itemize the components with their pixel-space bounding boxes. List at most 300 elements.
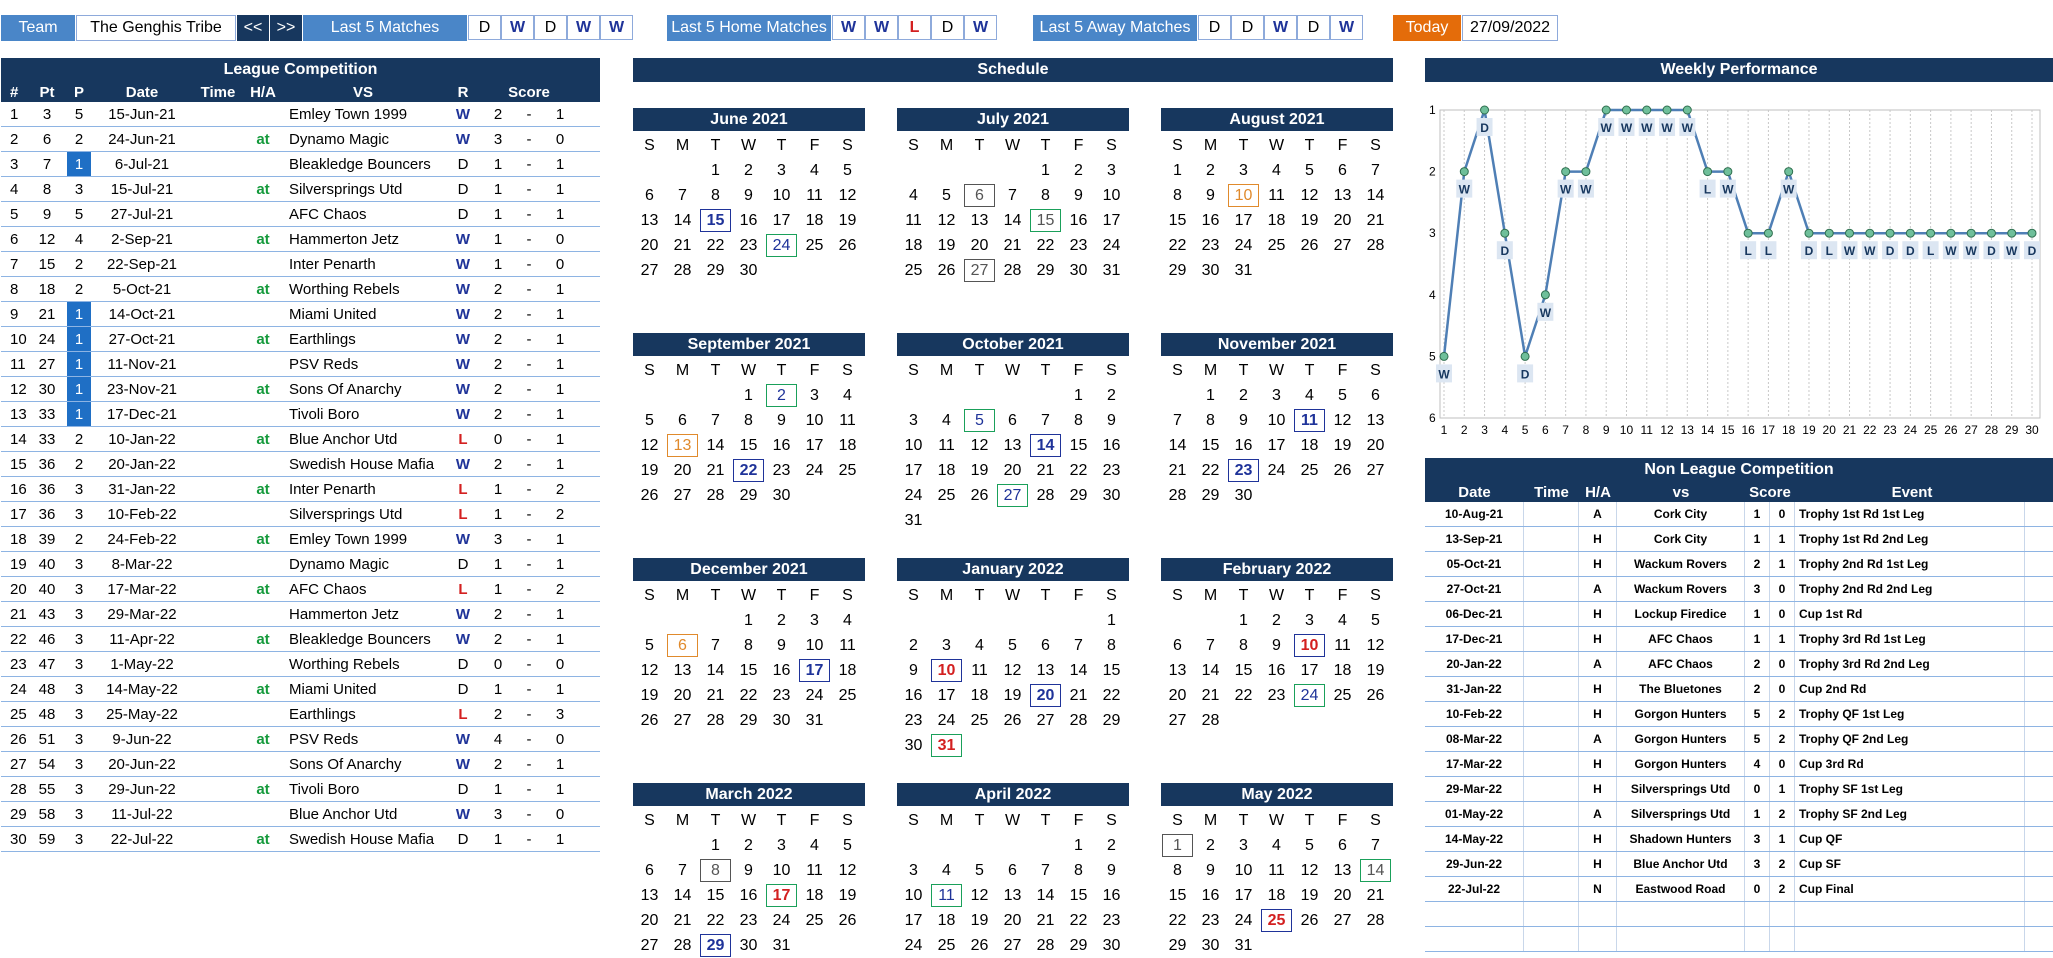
data-point[interactable] (1460, 168, 1468, 176)
calendar-day[interactable]: 30 (1102, 936, 1121, 954)
calendar-day[interactable]: 20 (640, 911, 659, 929)
calendar-day[interactable]: 27 (1333, 911, 1352, 929)
table-row[interactable] (1, 702, 600, 727)
calendar-day[interactable]: 12 (1366, 636, 1385, 654)
calendar-day[interactable]: 7 (1074, 636, 1083, 654)
calendar-day[interactable]: 6 (678, 411, 687, 429)
calendar-day[interactable]: 16 (1102, 436, 1121, 454)
calendar-day[interactable]: 12 (838, 186, 857, 204)
calendar-day[interactable]: 14 (706, 661, 725, 679)
calendar-day[interactable]: 14 (1366, 186, 1385, 204)
calendar-day[interactable]: 13 (1366, 411, 1385, 429)
data-point[interactable] (1663, 106, 1671, 114)
calendar-day[interactable]: 6 (1338, 836, 1347, 854)
calendar-day[interactable]: 10 (904, 886, 923, 904)
table-row[interactable] (1, 602, 600, 627)
calendar-day[interactable]: 26 (970, 936, 989, 954)
calendar-day[interactable]: 12 (1300, 186, 1319, 204)
table-row[interactable] (1425, 502, 2053, 527)
calendar-day-match[interactable]: 8 (700, 859, 731, 882)
team-name-field[interactable]: The Genghis Tribe (76, 15, 236, 41)
data-point[interactable] (1440, 352, 1448, 360)
calendar-day[interactable]: 12 (1300, 861, 1319, 879)
calendar-day-match[interactable]: 5 (964, 409, 995, 432)
calendar-day[interactable]: 9 (909, 661, 918, 679)
calendar-day[interactable]: 31 (1234, 261, 1253, 279)
data-point[interactable] (1906, 229, 1914, 237)
calendar-day[interactable]: 15 (1102, 661, 1121, 679)
table-row[interactable] (1425, 552, 2053, 577)
calendar-day[interactable]: 27 (1003, 936, 1022, 954)
calendar-day[interactable]: 5 (1371, 611, 1380, 629)
calendar-day[interactable]: 12 (640, 661, 659, 679)
calendar-day[interactable]: 20 (970, 236, 989, 254)
calendar-day[interactable]: 25 (937, 486, 956, 504)
calendar-day[interactable]: 15 (1234, 661, 1253, 679)
calendar-day[interactable]: 28 (1366, 911, 1385, 929)
calendar-day[interactable]: 8 (1041, 186, 1050, 204)
calendar-day[interactable]: 13 (1168, 661, 1187, 679)
table-row[interactable] (1425, 677, 2053, 702)
calendar-day-match[interactable]: 10 (1228, 184, 1259, 207)
table-row[interactable] (1425, 852, 2053, 877)
table-row[interactable] (1, 427, 600, 452)
calendar-day[interactable]: 23 (904, 711, 923, 729)
calendar-day[interactable]: 4 (942, 861, 951, 879)
calendar-day[interactable]: 23 (1201, 236, 1220, 254)
data-point[interactable] (1846, 229, 1854, 237)
calendar-day[interactable]: 14 (673, 886, 692, 904)
calendar-day[interactable]: 1 (1206, 386, 1215, 404)
calendar-day[interactable]: 17 (1234, 211, 1253, 229)
calendar-day[interactable]: 20 (640, 236, 659, 254)
data-point[interactable] (1501, 229, 1509, 237)
calendar-day[interactable]: 3 (777, 836, 786, 854)
calendar-day[interactable]: 23 (1201, 911, 1220, 929)
calendar-day-match[interactable]: 22 (733, 459, 764, 482)
calendar-day-match[interactable]: 11 (931, 884, 962, 907)
calendar-day[interactable]: 8 (1239, 636, 1248, 654)
calendar-day[interactable]: 6 (1371, 386, 1380, 404)
calendar-day-match[interactable]: 6 (964, 184, 995, 207)
calendar-day[interactable]: 7 (1371, 161, 1380, 179)
calendar-day[interactable]: 20 (1168, 686, 1187, 704)
calendar-day[interactable]: 16 (772, 436, 791, 454)
table-row[interactable] (1, 527, 600, 552)
data-point[interactable] (1785, 168, 1793, 176)
data-point[interactable] (1481, 106, 1489, 114)
calendar-day[interactable]: 29 (706, 261, 725, 279)
calendar-day-match[interactable]: 14 (1360, 859, 1391, 882)
table-row[interactable] (1425, 877, 2053, 902)
table-row[interactable] (1425, 702, 2053, 727)
calendar-day[interactable]: 17 (1102, 211, 1121, 229)
table-row[interactable] (1, 152, 600, 177)
calendar-day[interactable]: 30 (772, 486, 791, 504)
calendar-day[interactable]: 25 (904, 261, 923, 279)
calendar-day[interactable]: 18 (805, 886, 824, 904)
calendar-day[interactable]: 4 (1272, 836, 1281, 854)
table-row[interactable] (1, 127, 600, 152)
calendar-day[interactable]: 19 (970, 461, 989, 479)
table-row[interactable] (1425, 652, 2053, 677)
calendar-day[interactable]: 3 (1239, 836, 1248, 854)
calendar-day[interactable]: 11 (1334, 636, 1351, 654)
calendar-day[interactable]: 19 (937, 236, 956, 254)
calendar-day[interactable]: 30 (1069, 261, 1088, 279)
table-row[interactable] (1, 177, 600, 202)
calendar-day[interactable]: 24 (904, 936, 923, 954)
calendar-day[interactable]: 13 (640, 886, 659, 904)
calendar-day[interactable]: 15 (1069, 886, 1088, 904)
calendar-day[interactable]: 8 (1173, 861, 1182, 879)
calendar-day-match[interactable]: 10 (931, 659, 962, 682)
calendar-day[interactable]: 9 (1272, 636, 1281, 654)
calendar-day[interactable]: 12 (640, 436, 659, 454)
table-row[interactable] (1, 377, 600, 402)
calendar-day[interactable]: 17 (904, 911, 923, 929)
calendar-day-match[interactable]: 15 (700, 209, 731, 232)
table-row[interactable] (1, 277, 600, 302)
calendar-day[interactable]: 10 (772, 861, 791, 879)
calendar-day[interactable]: 29 (1069, 936, 1088, 954)
calendar-day[interactable]: 26 (1366, 686, 1385, 704)
table-row[interactable] (1, 777, 600, 802)
calendar-day[interactable]: 28 (673, 936, 692, 954)
calendar-day[interactable]: 29 (1168, 261, 1187, 279)
calendar-day[interactable]: 5 (1338, 386, 1347, 404)
calendar-day[interactable]: 13 (1003, 436, 1022, 454)
calendar-day[interactable]: 25 (937, 936, 956, 954)
calendar-day[interactable]: 11 (806, 186, 823, 204)
calendar-day[interactable]: 16 (772, 661, 791, 679)
calendar-day[interactable]: 5 (1305, 161, 1314, 179)
calendar-day-match[interactable]: 6 (667, 634, 698, 657)
calendar-day[interactable]: 26 (640, 486, 659, 504)
calendar-day[interactable]: 21 (1366, 211, 1385, 229)
calendar-day[interactable]: 24 (1234, 911, 1253, 929)
calendar-day[interactable]: 23 (1102, 911, 1121, 929)
calendar-day[interactable]: 2 (1239, 386, 1248, 404)
table-row[interactable] (1425, 802, 2053, 827)
calendar-day[interactable]: 16 (1234, 436, 1253, 454)
calendar-day[interactable]: 13 (673, 661, 692, 679)
calendar-day[interactable]: 20 (673, 461, 692, 479)
table-row[interactable] (1425, 927, 2053, 952)
calendar-day[interactable]: 22 (1036, 236, 1055, 254)
calendar-day[interactable]: 1 (711, 161, 720, 179)
calendar-day[interactable]: 2 (1107, 386, 1116, 404)
table-row[interactable] (1, 227, 600, 252)
calendar-day[interactable]: 19 (1003, 686, 1022, 704)
calendar-day[interactable]: 1 (1107, 611, 1116, 629)
calendar-day[interactable]: 26 (1300, 236, 1319, 254)
calendar-day[interactable]: 10 (772, 186, 791, 204)
calendar-day[interactable]: 14 (706, 436, 725, 454)
calendar-day[interactable]: 16 (904, 686, 923, 704)
data-point[interactable] (2028, 229, 2036, 237)
calendar-day[interactable]: 11 (1268, 861, 1285, 879)
calendar-day[interactable]: 19 (1366, 661, 1385, 679)
calendar-day[interactable]: 11 (905, 211, 922, 229)
calendar-day[interactable]: 18 (838, 661, 857, 679)
calendar-day[interactable]: 17 (937, 686, 956, 704)
calendar-day[interactable]: 12 (1333, 411, 1352, 429)
calendar-day[interactable]: 20 (1366, 436, 1385, 454)
calendar-day[interactable]: 3 (810, 386, 819, 404)
next-team-button[interactable]: >> (270, 15, 302, 41)
calendar-day[interactable]: 30 (904, 736, 923, 754)
calendar-day[interactable]: 25 (1300, 461, 1319, 479)
table-row[interactable] (1, 577, 600, 602)
data-point[interactable] (1967, 229, 1975, 237)
calendar-day[interactable]: 2 (1074, 161, 1083, 179)
calendar-day[interactable]: 5 (645, 411, 654, 429)
calendar-day[interactable]: 17 (904, 461, 923, 479)
calendar-day-match[interactable]: 24 (766, 234, 797, 257)
calendar-day[interactable]: 22 (1201, 461, 1220, 479)
calendar-day[interactable]: 12 (1003, 661, 1022, 679)
calendar-day-match[interactable]: 17 (799, 659, 830, 682)
calendar-day[interactable]: 3 (942, 636, 951, 654)
calendar-day[interactable]: 28 (673, 261, 692, 279)
calendar-day[interactable]: 8 (1074, 411, 1083, 429)
calendar-day[interactable]: 29 (1201, 486, 1220, 504)
calendar-day[interactable]: 2 (777, 611, 786, 629)
data-point[interactable] (1643, 106, 1651, 114)
calendar-day[interactable]: 23 (1069, 236, 1088, 254)
calendar-day[interactable]: 26 (1003, 711, 1022, 729)
calendar-day[interactable]: 20 (673, 686, 692, 704)
calendar-day[interactable]: 8 (1206, 411, 1215, 429)
calendar-day[interactable]: 26 (838, 911, 857, 929)
calendar-day-match[interactable]: 2 (766, 384, 797, 407)
calendar-day[interactable]: 28 (706, 711, 725, 729)
calendar-day[interactable]: 3 (909, 861, 918, 879)
calendar-day[interactable]: 28 (1003, 261, 1022, 279)
calendar-day[interactable]: 4 (975, 636, 984, 654)
calendar-day[interactable]: 26 (1333, 461, 1352, 479)
calendar-day[interactable]: 28 (706, 486, 725, 504)
calendar-day[interactable]: 30 (739, 261, 758, 279)
calendar-day[interactable]: 18 (904, 236, 923, 254)
table-row[interactable] (1, 502, 600, 527)
calendar-day[interactable]: 21 (1168, 461, 1187, 479)
table-row[interactable] (1425, 902, 2053, 927)
calendar-day[interactable]: 23 (1267, 686, 1286, 704)
calendar-day[interactable]: 21 (1069, 686, 1088, 704)
calendar-day[interactable]: 11 (971, 661, 988, 679)
table-row[interactable] (1, 477, 600, 502)
data-point[interactable] (1704, 168, 1712, 176)
calendar-day[interactable]: 29 (1102, 711, 1121, 729)
calendar-day[interactable]: 22 (1168, 911, 1187, 929)
calendar-day-match[interactable]: 27 (997, 484, 1028, 507)
table-row[interactable] (1, 727, 600, 752)
calendar-day[interactable]: 31 (1234, 936, 1253, 954)
calendar-day[interactable]: 6 (1338, 161, 1347, 179)
calendar-day[interactable]: 16 (739, 211, 758, 229)
calendar-day[interactable]: 24 (772, 911, 791, 929)
calendar-day[interactable]: 20 (1333, 886, 1352, 904)
calendar-day[interactable]: 2 (1272, 611, 1281, 629)
calendar-day[interactable]: 22 (1069, 461, 1088, 479)
calendar-day[interactable]: 29 (739, 486, 758, 504)
calendar-day[interactable]: 13 (1036, 661, 1055, 679)
calendar-day[interactable]: 5 (843, 836, 852, 854)
calendar-day-match[interactable]: 15 (1030, 209, 1061, 232)
data-point[interactable] (1562, 168, 1570, 176)
table-row[interactable] (1425, 827, 2053, 852)
calendar-day[interactable]: 29 (1168, 936, 1187, 954)
calendar-day[interactable]: 1 (1074, 386, 1083, 404)
calendar-day[interactable]: 4 (1272, 161, 1281, 179)
calendar-day[interactable]: 28 (1366, 236, 1385, 254)
calendar-day[interactable]: 25 (1333, 686, 1352, 704)
previous-team-button[interactable]: << (237, 15, 269, 41)
calendar-day[interactable]: 1 (744, 611, 753, 629)
calendar-day[interactable]: 5 (942, 186, 951, 204)
table-row[interactable] (1425, 527, 2053, 552)
calendar-day[interactable]: 25 (805, 911, 824, 929)
table-row[interactable] (1425, 777, 2053, 802)
calendar-day[interactable]: 14 (1168, 436, 1187, 454)
calendar-day[interactable]: 18 (970, 686, 989, 704)
calendar-day[interactable]: 16 (1201, 886, 1220, 904)
calendar-day[interactable]: 27 (640, 936, 659, 954)
calendar-day[interactable]: 7 (711, 411, 720, 429)
data-point[interactable] (1683, 106, 1691, 114)
calendar-day[interactable]: 19 (1300, 886, 1319, 904)
calendar-day[interactable]: 15 (1201, 436, 1220, 454)
calendar-day[interactable]: 3 (1305, 611, 1314, 629)
calendar-day[interactable]: 5 (645, 636, 654, 654)
table-row[interactable] (1, 552, 600, 577)
table-row[interactable] (1, 352, 600, 377)
calendar-day[interactable]: 24 (904, 486, 923, 504)
calendar-day[interactable]: 1 (1041, 161, 1050, 179)
calendar-day[interactable]: 25 (1267, 236, 1286, 254)
calendar-day[interactable]: 17 (1234, 886, 1253, 904)
calendar-day[interactable]: 4 (942, 411, 951, 429)
calendar-day[interactable]: 23 (739, 911, 758, 929)
calendar-day[interactable]: 24 (1267, 461, 1286, 479)
calendar-day[interactable]: 10 (904, 436, 923, 454)
calendar-day[interactable]: 14 (1069, 661, 1088, 679)
calendar-day[interactable]: 25 (970, 711, 989, 729)
calendar-day[interactable]: 30 (1234, 486, 1253, 504)
calendar-day[interactable]: 5 (1305, 836, 1314, 854)
calendar-day[interactable]: 13 (1333, 861, 1352, 879)
calendar-day[interactable]: 21 (1366, 886, 1385, 904)
calendar-day[interactable]: 5 (975, 861, 984, 879)
calendar-day[interactable]: 8 (1107, 636, 1116, 654)
data-point[interactable] (1805, 229, 1813, 237)
calendar-day[interactable]: 14 (1036, 886, 1055, 904)
data-point[interactable] (1825, 229, 1833, 237)
calendar-day[interactable]: 27 (1333, 236, 1352, 254)
calendar-day[interactable]: 6 (1008, 411, 1017, 429)
calendar-day[interactable]: 22 (1234, 686, 1253, 704)
calendar-day[interactable]: 11 (1268, 186, 1285, 204)
calendar-day-match[interactable]: 29 (700, 934, 731, 957)
calendar-day[interactable]: 30 (772, 711, 791, 729)
calendar-day[interactable]: 22 (706, 911, 725, 929)
calendar-day[interactable]: 11 (839, 411, 856, 429)
calendar-day[interactable]: 29 (739, 711, 758, 729)
calendar-day[interactable]: 25 (838, 461, 857, 479)
calendar-day[interactable]: 1 (1173, 161, 1182, 179)
calendar-day[interactable]: 3 (777, 161, 786, 179)
calendar-day[interactable]: 21 (673, 911, 692, 929)
calendar-day[interactable]: 14 (1003, 211, 1022, 229)
calendar-day[interactable]: 9 (1206, 186, 1215, 204)
calendar-day[interactable]: 6 (1008, 861, 1017, 879)
calendar-day[interactable]: 21 (1003, 236, 1022, 254)
calendar-day[interactable]: 9 (744, 186, 753, 204)
calendar-day[interactable]: 31 (805, 711, 824, 729)
calendar-day[interactable]: 17 (805, 436, 824, 454)
table-row[interactable] (1425, 577, 2053, 602)
calendar-day[interactable]: 6 (1041, 636, 1050, 654)
data-point[interactable] (1927, 229, 1935, 237)
calendar-day[interactable]: 2 (744, 836, 753, 854)
calendar-day[interactable]: 31 (772, 936, 791, 954)
calendar-day[interactable]: 10 (1267, 411, 1286, 429)
calendar-day[interactable]: 13 (640, 211, 659, 229)
calendar-day[interactable]: 28 (1036, 486, 1055, 504)
calendar-day[interactable]: 16 (1069, 211, 1088, 229)
calendar-day[interactable]: 7 (678, 186, 687, 204)
calendar-day-match[interactable]: 25 (1261, 909, 1292, 932)
calendar-day[interactable]: 7 (1041, 861, 1050, 879)
calendar-day[interactable]: 30 (739, 936, 758, 954)
calendar-day[interactable]: 18 (1267, 886, 1286, 904)
calendar-day[interactable]: 15 (1168, 211, 1187, 229)
calendar-day-match[interactable]: 11 (1294, 409, 1325, 432)
data-point[interactable] (1541, 291, 1549, 299)
calendar-day[interactable]: 20 (1003, 911, 1022, 929)
calendar-day[interactable]: 30 (1201, 261, 1220, 279)
calendar-day[interactable]: 5 (843, 161, 852, 179)
calendar-day[interactable]: 21 (706, 686, 725, 704)
calendar-day-match[interactable]: 24 (1294, 684, 1325, 707)
calendar-day[interactable]: 5 (1008, 636, 1017, 654)
calendar-day[interactable]: 11 (839, 636, 856, 654)
calendar-day[interactable]: 3 (1272, 386, 1281, 404)
calendar-day[interactable]: 23 (772, 686, 791, 704)
calendar-day[interactable]: 12 (970, 436, 989, 454)
calendar-day[interactable]: 24 (805, 461, 824, 479)
data-point[interactable] (1724, 168, 1732, 176)
calendar-day[interactable]: 25 (838, 686, 857, 704)
calendar-day[interactable]: 19 (640, 461, 659, 479)
calendar-day[interactable]: 29 (1069, 486, 1088, 504)
calendar-day[interactable]: 26 (838, 236, 857, 254)
calendar-day[interactable]: 8 (1074, 861, 1083, 879)
table-row[interactable] (1, 827, 600, 852)
calendar-day[interactable]: 3 (909, 411, 918, 429)
table-row[interactable] (1, 402, 600, 427)
calendar-day[interactable]: 28 (1036, 936, 1055, 954)
table-row[interactable] (1425, 752, 2053, 777)
calendar-day[interactable]: 1 (744, 386, 753, 404)
calendar-day[interactable]: 7 (1008, 186, 1017, 204)
calendar-day[interactable]: 20 (1003, 461, 1022, 479)
calendar-day[interactable]: 15 (1168, 886, 1187, 904)
calendar-day[interactable]: 16 (739, 886, 758, 904)
calendar-day[interactable]: 9 (744, 861, 753, 879)
